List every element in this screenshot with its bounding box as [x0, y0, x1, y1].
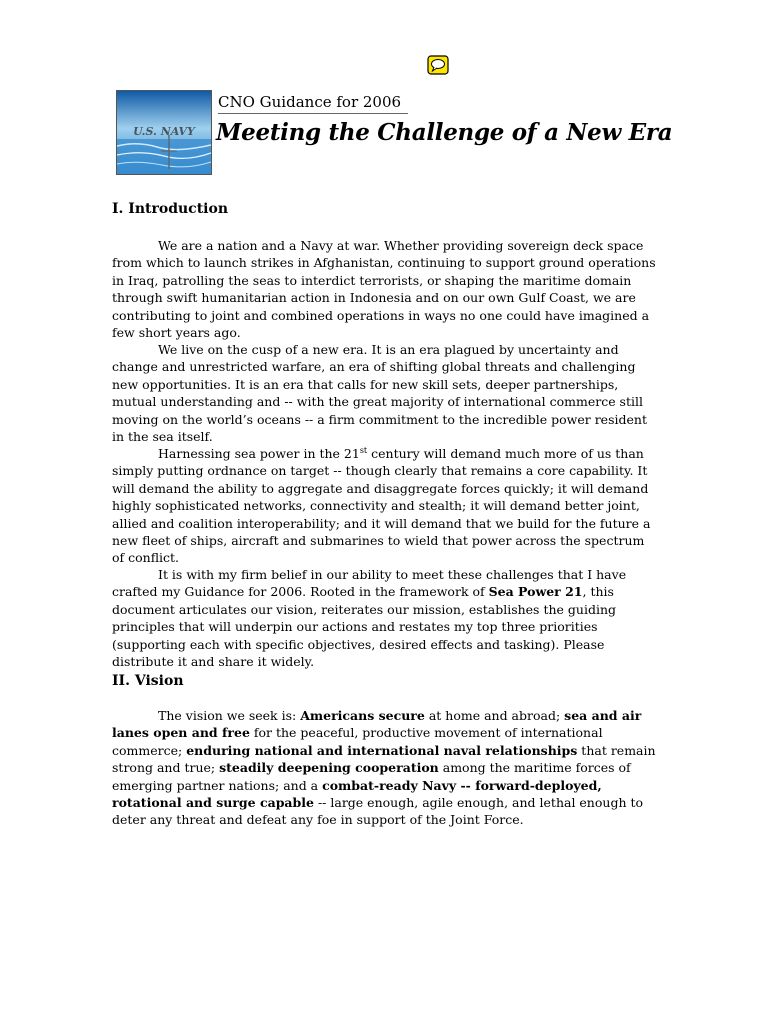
- paragraph-text: It is with my firm belief in our ability to meet these challenges that I have crafted my Guidance for 2006. Rooted in the framework of: [112, 567, 627, 600]
- section-heading-introduction: I. Introduction: [112, 201, 228, 217]
- paragraph-text: Harnessing sea power in the 21: [158, 446, 360, 461]
- document-subtitle: CNO Guidance for 2006: [218, 93, 408, 114]
- paragraph-vision: [112, 707, 657, 829]
- section-heading-vision: II. Vision: [112, 673, 184, 689]
- paragraph-intro-3: [112, 445, 657, 567]
- paragraph-text: for the peaceful, productive movement of international commerce;: [112, 725, 603, 758]
- paragraph-text: century will demand much more of us than simply putting ordnance on target -- though clearly that remains a core capability. It will demand the ability to aggregate and disaggregate forces quickly; it will demand highly sophisticated networks, connectivity and stealth; it will demand better joint, allied and coalition interoperability; and it will demand that we build for the future a new fleet of ships, aircraft and submarines to wield that power across the spectrum of conflict.: [112, 446, 651, 566]
- paragraph-intro-1: [112, 237, 657, 341]
- paragraph-text: The vision we seek is:: [158, 708, 301, 723]
- paragraph-text: , this document articulates our vision, reiterates our mission, establishes the guiding principles that will underpin our actions and restates my top three priorities (supporting each with specific objectives, desired effects and tasking). Please distribute it and share it widely.: [112, 584, 616, 670]
- emphasis-text: steadily deepening cooperation: [219, 760, 439, 776]
- comment-icon[interactable]: [427, 55, 449, 75]
- emphasis-text: Americans secure: [300, 708, 425, 723]
- emphasis-text: combat-ready Navy -- forward-deployed, rotational and surge capable: [112, 777, 602, 811]
- emphasis-text: sea and air lanes open and free: [112, 708, 642, 741]
- logo-text: U.S. NAVY: [133, 125, 195, 138]
- paragraph-text: among the maritime forces of emerging partner nations; and a: [112, 760, 631, 793]
- paragraph-text: We are a nation and a Navy at war. Whether providing sovereign deck space from which to launch strikes in Afghanistan, continuing to support ground operations in Iraq, patrolling the seas to interdict terrorists, or shaping the maritime domain through swift humanitarian action in Indonesia and on our own Gulf Coast, we are contributing to joint and combined operations in ways no one could have imagined a few short years ago.: [112, 238, 656, 341]
- emphasis-sea-power: Sea Power 21: [488, 584, 583, 600]
- paragraph-intro-4: [112, 566, 657, 670]
- us-navy-logo: [116, 90, 212, 175]
- paragraph-intro-2: [112, 341, 657, 445]
- ordinal-suffix: st: [359, 445, 368, 455]
- paragraph-text: -- large enough, agile enough, and lethal enough to deter any threat and defeat any foe in support of the Joint Force.: [112, 795, 644, 828]
- paragraph-text: We live on the cusp of a new era. It is an era plagued by uncertainty and change and unrestricted warfare, an era of shifting global threats and challenging new opportunities. It is an era that calls for new skill sets, deeper partnerships, mutual understanding and -- with the great majority of international commerce still moving on the world’s oceans -- a firm commitment to the incredible power resident in the sea itself.: [112, 342, 647, 445]
- paragraph-text: that remain strong and true;: [112, 742, 656, 776]
- emphasis-text: enduring national and international naval relationships: [186, 742, 578, 758]
- document-title: Meeting the Challenge of a New Era: [216, 119, 673, 146]
- paragraph-text: at home and abroad;: [424, 708, 565, 723]
